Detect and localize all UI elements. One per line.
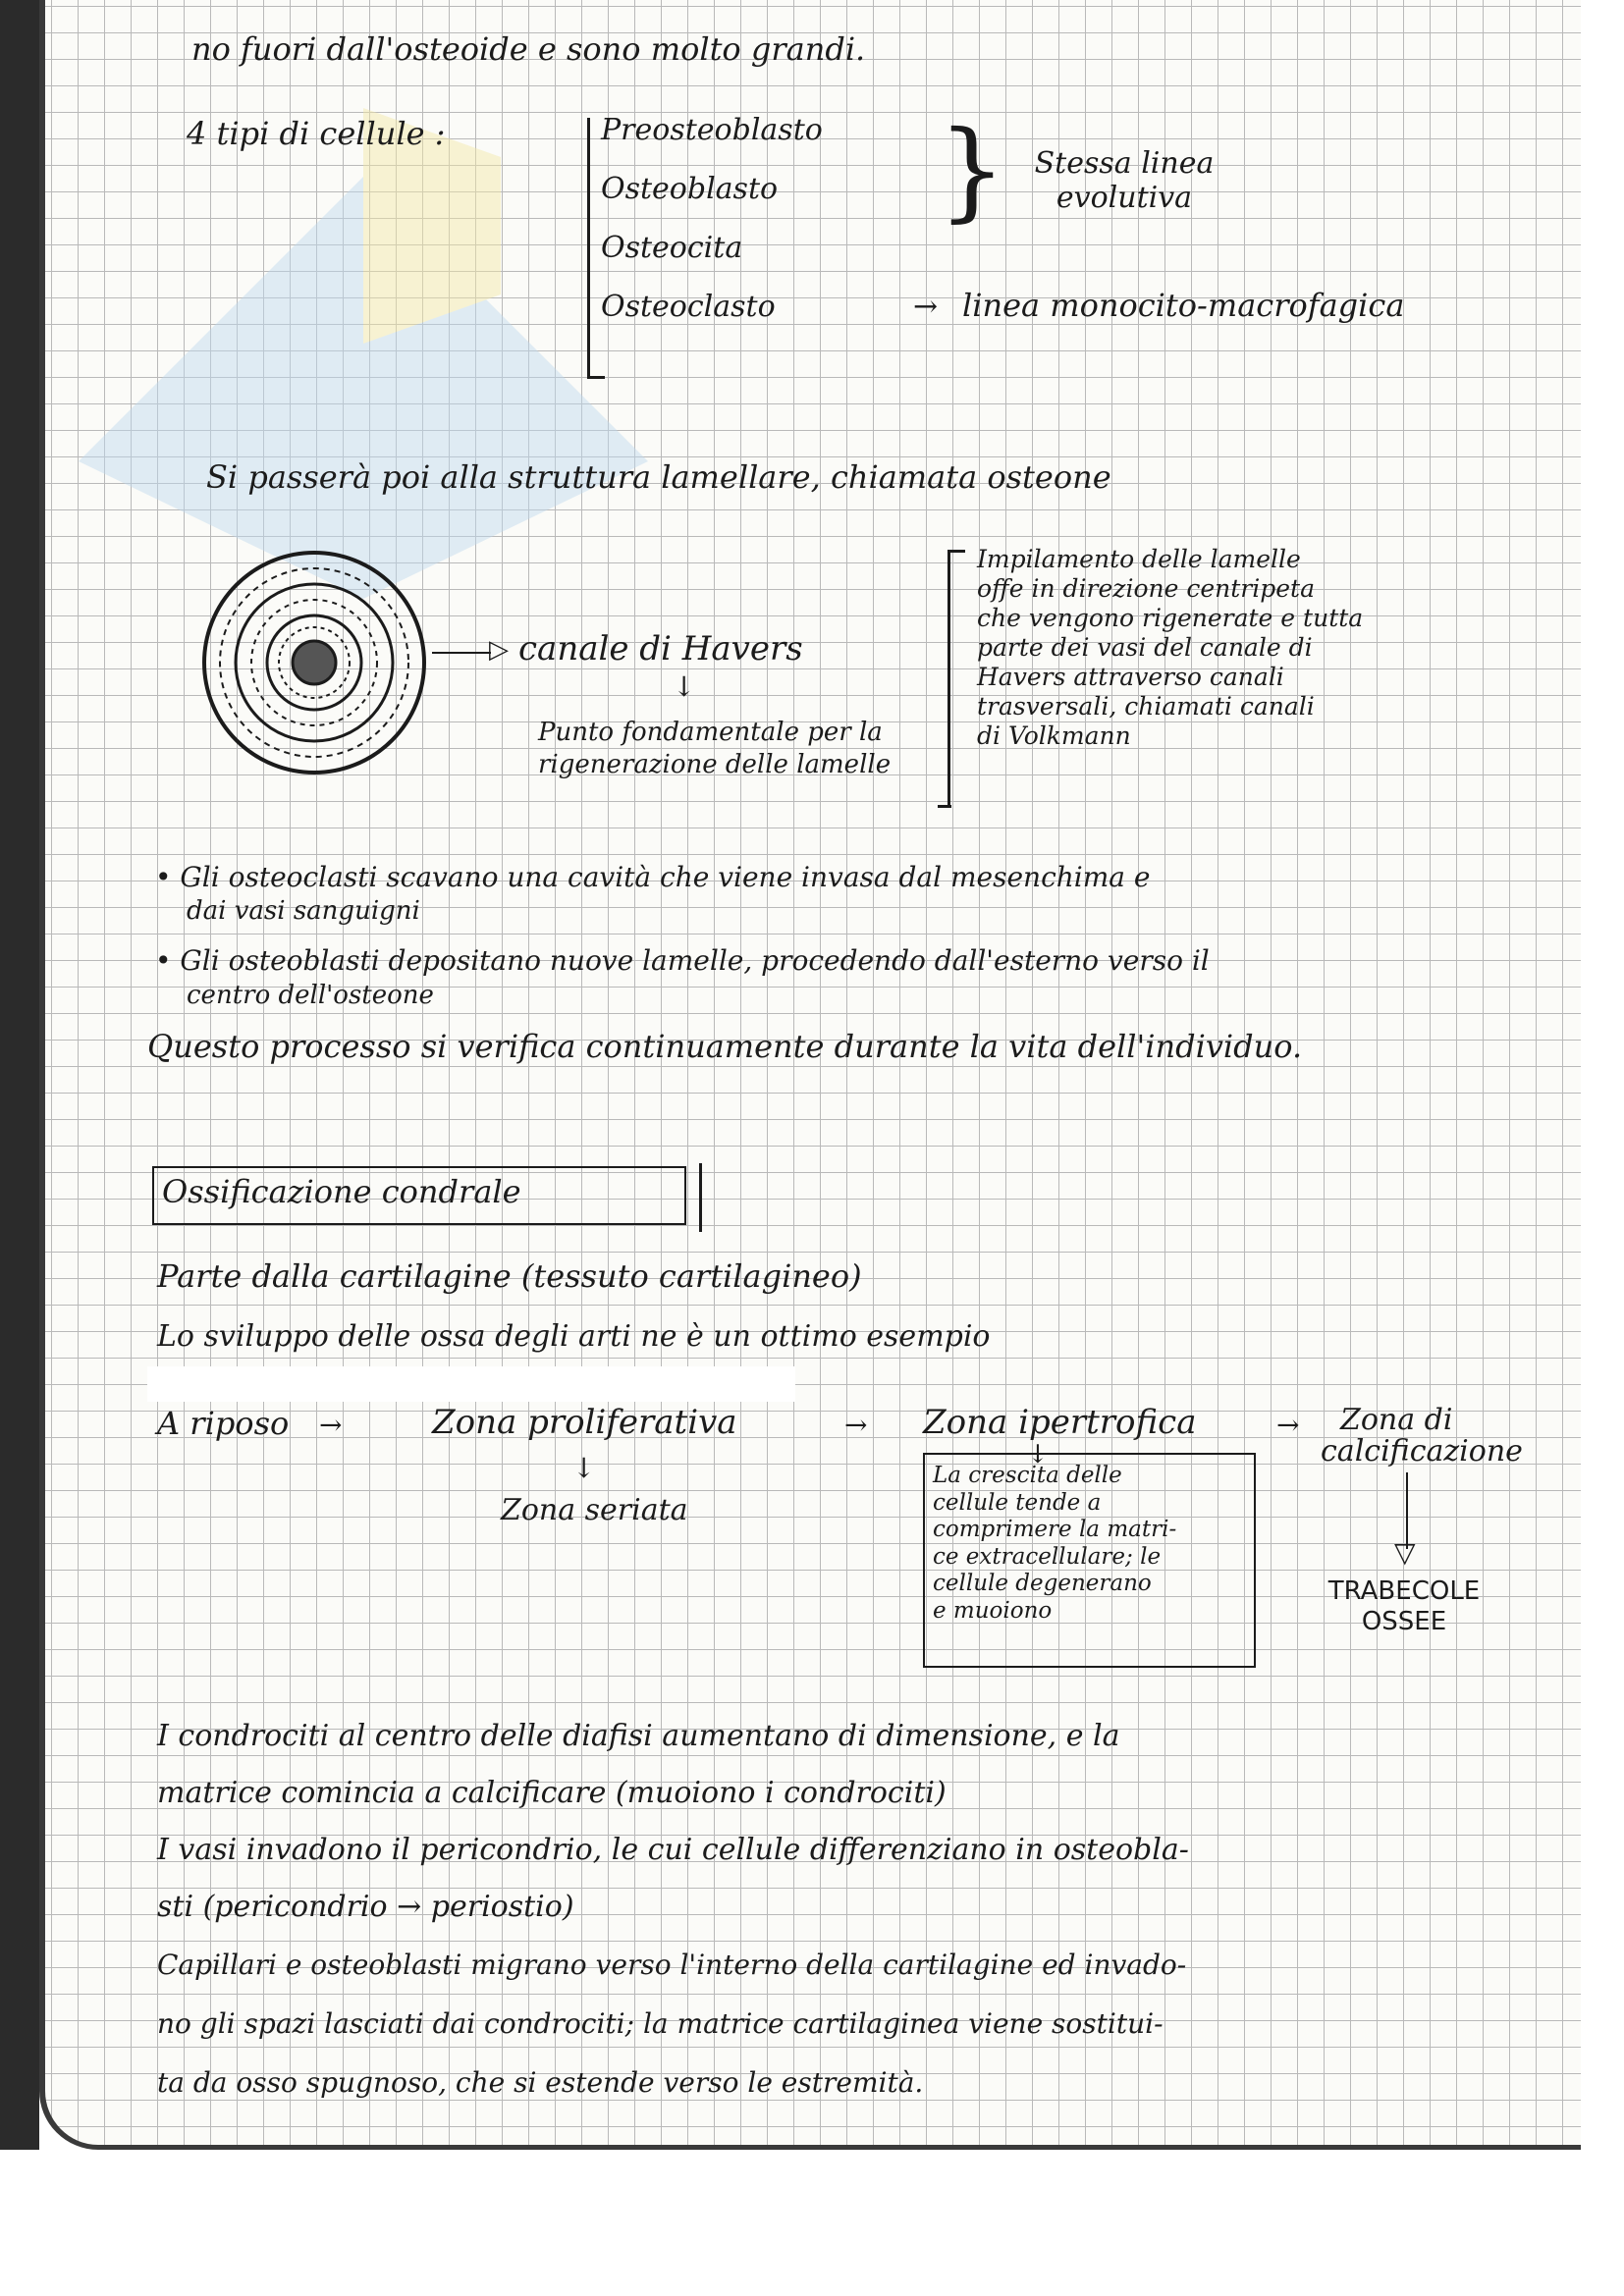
lineage-brace: } (938, 107, 1006, 233)
paragraph-1-a: I condrociti al centro delle diafisi aumentano di dimensione, e la (157, 1719, 1120, 1753)
cell-type-3: Osteocita (601, 231, 743, 265)
section-title: Ossificazione condrale (162, 1173, 521, 1210)
arrow-down-icon-2: ↓ (572, 1452, 596, 1484)
havers-canal-label: canale di Havers (518, 629, 803, 668)
process-text: Questo processo si verifica continuamente durante la vita dell'individuo. (147, 1028, 1303, 1065)
arrow-down-icon-4: ▽ (1394, 1536, 1416, 1569)
arrow-right-icon-2: → (319, 1409, 343, 1441)
havers-pointer-arrow-icon: ▷ (489, 635, 509, 665)
long-bones-text: Lo sviluppo delle ossa degli arti ne è un ottimo esempio (157, 1319, 991, 1354)
note-bracket-bottom (938, 805, 951, 808)
bracket-note-text: Impilamento delle lamelle offe in direzione centripeta che vengono rigenerate e tutta parte dei vasi del canale di Havers attraverso canali trasversali, chiamati canali di Volkmann (977, 545, 1364, 750)
havers-pointer-line (432, 652, 491, 654)
bullet-2-line-a: • Gli osteoblasti depositano nuove lamelle, procedendo dall'esterno verso il (155, 944, 1210, 977)
note-bracket-top (947, 550, 965, 553)
osteon-diagram (196, 545, 432, 780)
zone-hypertrophic: Zona ipertrofica (923, 1403, 1197, 1442)
same-lineage-text: Stessa linea evolutiva (1034, 146, 1215, 215)
trabecole-text: TRABECOLE OSSEE (1327, 1576, 1481, 1637)
text-top-line: no fuori dall'osteoide e sono molto grandi. (191, 30, 866, 68)
arrow-right-icon-4: → (1276, 1409, 1300, 1441)
bullet-1-line-a: • Gli osteoclasti scavano una cavità che viene invasa dal mesenchima e (155, 861, 1151, 893)
arrow-right-icon-3: → (844, 1409, 868, 1441)
arrow-down-icon-3: ↓ (1027, 1440, 1049, 1469)
zone-calc-line-b: calcificazione (1321, 1434, 1523, 1468)
section-title-mark (699, 1163, 702, 1232)
havers-note-text: Punto fondamentale per la rigenerazione delle lamelle (538, 718, 892, 779)
cell-type-2: Osteoblasto (601, 172, 779, 206)
bullet-2-line-b: centro dell'osteone (187, 981, 434, 1010)
cell-types-bracket (587, 118, 590, 378)
paragraph-2-b: sti (pericondrio → periostio) (157, 1890, 574, 1924)
lamellar-text: Si passerà poi alla struttura lamellare, chiamata osteone (206, 458, 1111, 496)
zone-rest: A riposo (157, 1405, 290, 1442)
paragraph-1-b: matrice comincia a calcificare (muoiono i condrociti) (157, 1776, 947, 1810)
cell-types-label: 4 tipi di cellule : (187, 115, 446, 152)
cell-types-bracket-foot (587, 376, 605, 379)
osteoclast-lineage-text: linea monocito-macrofagica (962, 287, 1405, 324)
hypertrophic-box-text: La crescita delle cellule tende a comprimere la matri- ce extracellulare; le cellule degenerano e muoiono (933, 1463, 1177, 1624)
arrow-down-icon: ↓ (673, 670, 696, 703)
cell-type-4: Osteoclasto (601, 290, 776, 324)
note-bracket (947, 550, 950, 807)
paragraph-3-a: Capillari e osteoblasti migrano verso l'interno della cartilagine ed invado- (157, 1949, 1187, 1981)
paragraph-3-c: ta da osso spugnoso, che si estende verso le estremità. (157, 2066, 924, 2099)
scan-left-edge (0, 0, 39, 2150)
paragraph-3-b: no gli spazi lasciati dai condrociti; la matrice cartilaginea viene sostitui- (157, 2007, 1164, 2040)
from-cartilage-text: Parte dalla cartilagine (tessuto cartilagineo) (157, 1257, 862, 1295)
arrow-right-icon: → (913, 290, 939, 324)
bullet-1-line-b: dai vasi sanguigni (187, 896, 420, 926)
zone-serrated: Zona seriata (501, 1493, 688, 1527)
zone-proliferative: Zona proliferativa (432, 1403, 737, 1442)
cell-type-1: Preosteoblasto (601, 113, 823, 147)
correction-strip (147, 1366, 795, 1402)
paragraph-2-a: I vasi invadono il pericondrio, le cui cellule differenziano in osteobla- (157, 1833, 1189, 1867)
zone-calc-line-a: Zona di (1340, 1403, 1453, 1437)
